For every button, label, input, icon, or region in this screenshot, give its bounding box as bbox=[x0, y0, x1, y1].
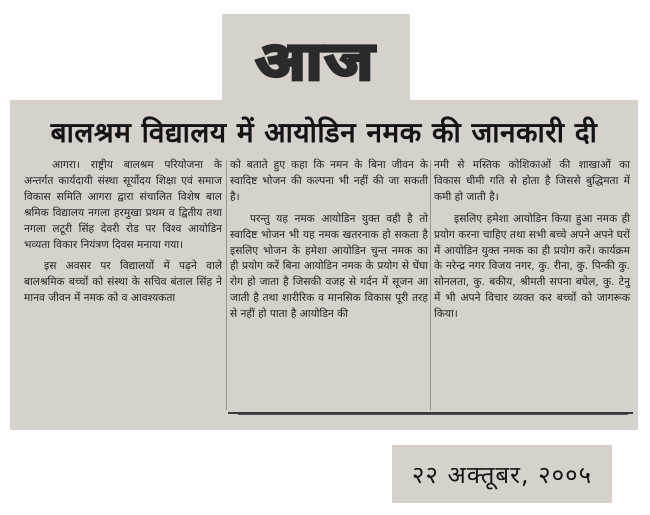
publication-date: २२ अक्तूबर, २००५ bbox=[411, 460, 593, 489]
masthead-title: आज bbox=[256, 31, 376, 92]
date-clipping bbox=[392, 445, 612, 503]
article-paragraph: इसलिए हमेशा आयोडिन किया हुआ नमक ही प्रयोग करना चाहिए तथा सभी बच्चे अपने अपने घरों में आयोडिन युक्त नमक का ही प्रयोग करें। कार्यक्रम के नरेन्द्र नगर विजय नगर, कु. रीना, कु. पिन्की कु. सोनलता, कु. बकीय, श्रीमती सपना बघेल, कु. टेनु में भी अपने विचार व्यक्त कर बच्चों को जागरूक किया। bbox=[434, 212, 630, 321]
article-paragraph: नमी से मस्तिक कोशिकाओं की शाखाओं का विकास धीमी गति से होता है जिससे बुद्धिमता में कमी हो जाती है। bbox=[434, 159, 630, 203]
cut-off-text-edge bbox=[238, 414, 628, 425]
column-divider bbox=[226, 160, 227, 410]
article-paragraph: परन्तु यह नमक आयोडिन युक्त वही है तो स्वादिष्ट भोजन भी यह नमक खतरनाक हो सकता है इसलिए भोजन के हमेशा आयोडिन चुन्त नमक का ही प्रयोग करें बिना आयोडिन नमक के प्रयोग से घेंघा रोग हो जाता है जिसकी वजह से गर्दन में सूजन आ जाती है तथा शारीरिक व मानसिक विकास पूरी तरह से नहीं हो पाता है आयोडिन की bbox=[230, 212, 428, 321]
article-paragraph: आगरा। राष्ट्रीय बालश्रम परियोजना के अन्तर्गत कार्यदायी संस्था सूर्योदय शिक्षा एवं समाज विकास समिति आगरा द्वारा संचालित विशेष बाल श्रमिक विद्यालय नगला हरमुखा प्रथम व द्वितीय तथा नगला लटूरी सिंह देवरी रोड पर विश्व आयोडिन भव्यता विकार नियंत्रण दिवस मनाया गया। bbox=[24, 159, 222, 251]
article-headline: बालश्रम विद्यालय में आयोडिन नमक की जानकारी दी bbox=[50, 116, 598, 149]
article-paragraph: इस अवसर पर विद्यालयों में पढ़ने वाले बालश्रमिक बच्चों को संस्था के सचिव बंताल सिंह ने मानव जीवन में नमक को व आवश्यकता bbox=[24, 260, 222, 305]
article-column-3 bbox=[434, 158, 630, 329]
column-divider bbox=[430, 160, 431, 410]
article-column-2 bbox=[230, 158, 428, 329]
article-paragraph: को बताते हुए कहा कि नमन के बिना जीवन के स्वादिष्ट भोजन की कल्पना भी नहीं की जा सकती है। bbox=[230, 159, 428, 203]
newspaper-masthead bbox=[222, 14, 410, 104]
article-column-1 bbox=[24, 158, 222, 313]
article-clipping bbox=[10, 100, 638, 430]
